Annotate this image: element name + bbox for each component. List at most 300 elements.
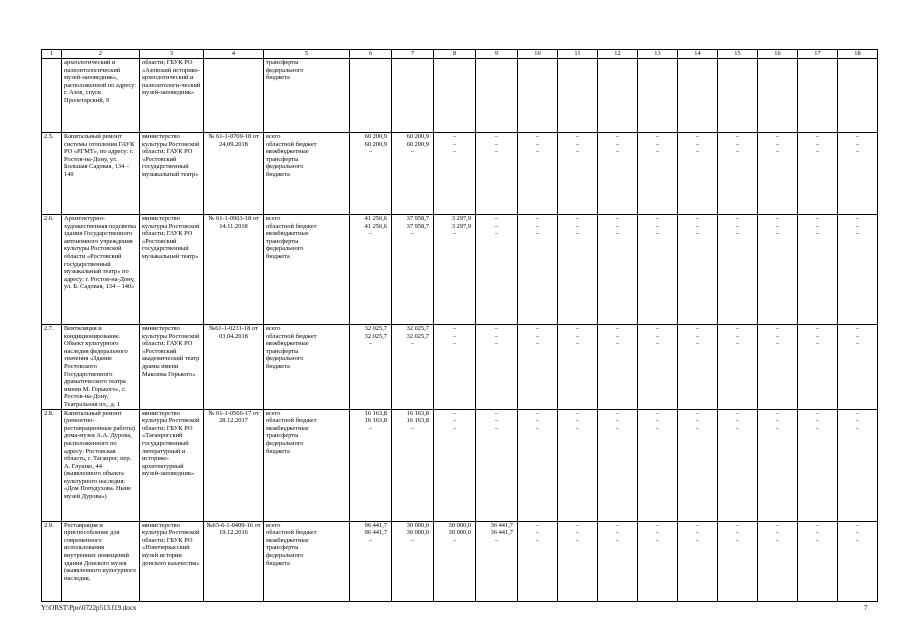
amount-value: 32 025,7 <box>364 332 387 340</box>
amount-value: – <box>615 521 620 529</box>
amount-cell <box>798 215 838 325</box>
amount-value: – <box>655 529 660 537</box>
funding-source-label: областной бюджет <box>266 417 317 425</box>
amount-value: – <box>615 340 620 348</box>
document-ref: № 61-1-0566-17 от 28.12.2017 <box>204 409 264 521</box>
amount-cell <box>598 325 638 410</box>
table-row <box>42 215 878 325</box>
amount-value: – <box>815 325 820 332</box>
amount-value: – <box>615 529 620 537</box>
amount-cell <box>558 409 598 521</box>
amount-value: – <box>695 133 700 140</box>
amount-value: – <box>775 424 780 432</box>
amount-value: – <box>695 332 700 340</box>
column-number: 7 <box>392 50 434 59</box>
amount-cell <box>638 325 678 410</box>
funding-source-label: федерального <box>266 163 304 171</box>
amount-cell <box>678 325 718 410</box>
amount-value: – <box>815 417 820 425</box>
amount-value: – <box>575 417 580 425</box>
column-number: 11 <box>558 50 598 59</box>
amount-value: – <box>615 230 620 238</box>
amount-value: – <box>535 340 540 348</box>
funding-source-label: межбюджетные <box>266 536 309 544</box>
amount-value: – <box>695 521 700 529</box>
amount-value: – <box>368 230 373 238</box>
amount-cell <box>476 325 518 410</box>
amount-value: – <box>855 340 860 348</box>
amount-value: – <box>695 325 700 332</box>
column-number: 4 <box>204 50 264 59</box>
amount-value: – <box>775 529 780 537</box>
column-number: 1 <box>42 50 62 59</box>
amount-cell <box>476 59 518 133</box>
column-number: 9 <box>476 50 518 59</box>
amount-value: – <box>735 424 740 432</box>
document-ref <box>204 59 264 133</box>
item-number: 2.5. <box>42 133 62 215</box>
amount-value: – <box>452 409 457 417</box>
amount-value: – <box>735 340 740 348</box>
document-ref: №63-6-1-0409-16 от 19.12.2016 <box>204 521 264 601</box>
amount-value: – <box>855 536 860 544</box>
amount-value: – <box>452 133 457 140</box>
amount-value: – <box>775 148 780 156</box>
amount-value: – <box>655 230 660 238</box>
amount-value: – <box>655 332 660 340</box>
column-number: 5 <box>264 50 350 59</box>
amount-cell <box>598 409 638 521</box>
object-name: Архитектурно-художественная подсветка здания Государственного автономного учреждения культуры Ростовской области «Ростовский государственный музыкальный театр» по адресу: г. Ростов-на-Дону, ул. Б. Садовая, 134 – 140» <box>62 215 140 325</box>
amount-cell <box>798 133 838 215</box>
amount-value: – <box>452 417 457 425</box>
amount-value: – <box>494 409 499 417</box>
amount-value: – <box>655 133 660 140</box>
amount-cell <box>838 59 878 133</box>
amount-value: – <box>735 222 740 230</box>
amount-value: – <box>655 521 660 529</box>
amount-value: – <box>452 140 457 148</box>
amount-value: 41 256,6 <box>364 215 387 222</box>
funding-source-label: областной бюджет <box>266 140 317 148</box>
amount-cell <box>798 409 838 521</box>
amount-value: – <box>775 230 780 238</box>
column-number: 16 <box>758 50 798 59</box>
funding-source-label: федерального <box>266 66 304 74</box>
amount-cell <box>518 325 558 410</box>
funding-source-label: федерального <box>266 551 304 559</box>
amount-value: – <box>655 409 660 417</box>
amount-cell <box>638 133 678 215</box>
amount-cell <box>798 325 838 410</box>
amount-value: 32 025,7 <box>364 325 387 332</box>
amount-value: 37 958,7 <box>406 222 429 230</box>
amount-value: – <box>735 417 740 425</box>
amount-value: – <box>655 140 660 148</box>
amount-value: – <box>535 332 540 340</box>
amount-value: – <box>575 325 580 332</box>
amount-value: 16 163,8 <box>406 409 429 417</box>
amount-value: – <box>815 148 820 156</box>
amount-value: – <box>615 215 620 222</box>
amount-value: – <box>452 148 457 156</box>
executor: министерство культуры Ростовской области; ГАУК РО «Ростовский академический театр драмы имени Максима Горького» <box>140 325 204 410</box>
amount-value: – <box>695 529 700 537</box>
amount-value: – <box>575 133 580 140</box>
funding-source-label: трансферты <box>266 155 299 163</box>
amount-cell <box>838 409 878 521</box>
amount-value: – <box>695 424 700 432</box>
funding-source-label: всего <box>266 521 281 529</box>
amount-value: – <box>815 215 820 222</box>
amount-value: – <box>368 424 373 432</box>
amount-cell <box>434 133 476 215</box>
table-row <box>42 521 878 601</box>
amount-value: – <box>775 133 780 140</box>
amount-value: – <box>535 133 540 140</box>
amount-value: – <box>575 230 580 238</box>
executor: министерство культуры Ростовской области; ГБУК РО «Таганрогский государственный литературный и историко-архитектурный музей-заповедник» <box>140 409 204 521</box>
amount-cell <box>434 521 476 601</box>
amount-value: – <box>535 409 540 417</box>
amount-cell <box>434 325 476 410</box>
amount-value: – <box>368 340 373 348</box>
amount-value: – <box>575 340 580 348</box>
table-row <box>42 59 878 133</box>
amount-value: – <box>775 325 780 332</box>
amount-cell <box>838 133 878 215</box>
amount-cell <box>392 325 434 410</box>
funding-sources <box>264 409 350 521</box>
amount-cell <box>838 325 878 410</box>
amount-value: – <box>615 222 620 230</box>
column-number: 2 <box>62 50 140 59</box>
funding-sources <box>264 325 350 410</box>
amount-cell <box>434 215 476 325</box>
amount-value: – <box>695 417 700 425</box>
column-number-row <box>42 50 878 59</box>
amount-cell <box>350 521 392 601</box>
amount-value: – <box>815 536 820 544</box>
amount-value: – <box>695 536 700 544</box>
amount-value: – <box>494 140 499 148</box>
amount-value: – <box>368 148 373 156</box>
amount-value: – <box>855 230 860 238</box>
amount-value: 60 200,9 <box>406 133 429 140</box>
object-name: Реставрация и приспособление для современного использования внутренних помещений здания Донского музея (выявленного культурного наследия, <box>62 521 140 601</box>
amount-cell <box>392 215 434 325</box>
amount-cell <box>758 133 798 215</box>
column-number: 8 <box>434 50 476 59</box>
amount-value: – <box>494 325 499 332</box>
column-number: 6 <box>350 50 392 59</box>
amount-value: – <box>855 529 860 537</box>
amount-value: – <box>775 536 780 544</box>
amount-cell <box>434 409 476 521</box>
amount-value: – <box>655 424 660 432</box>
amount-value: – <box>695 409 700 417</box>
amount-value: – <box>735 409 740 417</box>
amount-value: – <box>775 140 780 148</box>
amount-value: – <box>410 148 415 156</box>
amount-value: – <box>695 222 700 230</box>
document-ref: № 61-1-0963-18 от 14.11.2018 <box>204 215 264 325</box>
amount-value: – <box>695 140 700 148</box>
amount-value: – <box>494 424 499 432</box>
amount-value: – <box>452 230 457 238</box>
amount-cell <box>518 215 558 325</box>
amount-value: – <box>452 340 457 348</box>
amount-value: – <box>575 424 580 432</box>
amount-value: – <box>575 521 580 529</box>
amount-cell <box>638 409 678 521</box>
column-number: 12 <box>598 50 638 59</box>
amount-cell <box>638 521 678 601</box>
amount-value: – <box>655 536 660 544</box>
amount-value: – <box>695 148 700 156</box>
funding-source-label: трансферты <box>266 347 299 355</box>
amount-value: – <box>535 529 540 537</box>
amount-value: – <box>855 521 860 529</box>
amount-value: – <box>535 521 540 529</box>
funding-sources <box>264 59 350 133</box>
item-number: 2.6. <box>42 215 62 325</box>
funding-sources <box>264 215 350 325</box>
amount-value: – <box>855 332 860 340</box>
amount-cell <box>476 133 518 215</box>
amount-value: – <box>615 332 620 340</box>
amount-cell <box>758 409 798 521</box>
table-row <box>42 133 878 215</box>
amount-value: – <box>855 140 860 148</box>
amount-value: – <box>410 536 415 544</box>
amount-cell <box>392 409 434 521</box>
amount-cell <box>718 325 758 410</box>
amount-value: – <box>410 424 415 432</box>
funding-source-label: областной бюджет <box>266 529 317 537</box>
amount-value: – <box>575 332 580 340</box>
funding-source-label: бюджета <box>266 447 290 455</box>
funding-source-label: трансферты <box>266 432 299 440</box>
amount-value: – <box>855 325 860 332</box>
amount-value: – <box>535 215 540 222</box>
amount-cell <box>558 521 598 601</box>
amount-value: – <box>575 215 580 222</box>
object-name: Капитальный ремонт (ремонтно-реставрационные работы) дома-музея А.А. Дурова, расположенного по адресу: Ростовская область, г. Таганрог, пер. А. Глушко, 44 (выявленного объекта культурного наследия: «Дом Попудухова. Ныне музей Дурова») <box>62 409 140 521</box>
amount-value: – <box>655 417 660 425</box>
amount-value: – <box>494 148 499 156</box>
funding-source-label: бюджета <box>266 170 290 178</box>
amount-cell <box>798 59 838 133</box>
amount-cell <box>476 521 518 601</box>
table-row <box>42 409 878 521</box>
amount-value: 36 441,7 <box>490 521 513 529</box>
amount-value: – <box>452 424 457 432</box>
amount-cell <box>678 59 718 133</box>
object-name: Вентиляция и кондиционирование. Объект культурного наследия федерального значения «Здание Ростовского Государственного драматического театра имени М. Горького», г. Ростов-на-Дону, Театральная пл., д. 1 <box>62 325 140 410</box>
column-number: 14 <box>678 50 718 59</box>
page-number: 7 <box>864 604 868 612</box>
executor: министерство культуры Ростовской области; ГАУК РО «Ростовский государственный музыкальный театр» <box>140 215 204 325</box>
amount-value: 60 200,9 <box>364 133 387 140</box>
amount-value: – <box>575 140 580 148</box>
amount-cell <box>838 521 878 601</box>
amount-cell <box>476 409 518 521</box>
funding-source-label: всего <box>266 133 281 140</box>
amount-cell <box>558 215 598 325</box>
amount-value: – <box>615 140 620 148</box>
amount-cell <box>476 215 518 325</box>
amount-value: – <box>735 133 740 140</box>
column-number: 13 <box>638 50 678 59</box>
amount-value: 41 256,6 <box>364 222 387 230</box>
amount-cell <box>558 59 598 133</box>
amount-value: – <box>815 222 820 230</box>
amount-value: – <box>535 140 540 148</box>
funding-source-label: трансферты <box>266 237 299 245</box>
file-path: Y:\ORST\Ppo\0722p513.f19.docx <box>41 604 137 612</box>
funding-source-label: всего <box>266 325 281 332</box>
amount-value: – <box>655 148 660 156</box>
amount-cell <box>518 409 558 521</box>
amount-value: – <box>775 332 780 340</box>
funding-source-label: бюджета <box>266 74 290 82</box>
amount-value: 16 163,8 <box>364 409 387 417</box>
amount-value: – <box>615 536 620 544</box>
amount-value: 30 000,0 <box>448 521 471 529</box>
amount-value: 32 025,7 <box>406 325 429 332</box>
amount-value: – <box>815 409 820 417</box>
funding-source-label: федерального <box>266 439 304 447</box>
amount-value: 3 297,9 <box>451 215 471 222</box>
amount-value: 30 000,0 <box>448 529 471 537</box>
amount-cell <box>638 215 678 325</box>
program-table <box>41 49 878 602</box>
amount-cell <box>718 215 758 325</box>
amount-cell <box>350 59 392 133</box>
amount-value: – <box>494 417 499 425</box>
amount-value: – <box>735 148 740 156</box>
amount-value: 37 958,7 <box>406 215 429 222</box>
amount-cell <box>718 521 758 601</box>
amount-value: – <box>615 325 620 332</box>
amount-value: – <box>410 230 415 238</box>
amount-value: 60 200,9 <box>364 140 387 148</box>
item-number: 2.9. <box>42 521 62 601</box>
amount-cell <box>518 521 558 601</box>
amount-value: 30 000,0 <box>406 529 429 537</box>
funding-sources <box>264 133 350 215</box>
funding-source-label: межбюджетные <box>266 424 309 432</box>
amount-value: – <box>655 215 660 222</box>
amount-value: – <box>855 424 860 432</box>
funding-source-label: бюджета <box>266 559 290 567</box>
amount-value: – <box>735 529 740 537</box>
amount-value: – <box>615 424 620 432</box>
amount-value: – <box>735 230 740 238</box>
amount-value: 16 163,8 <box>364 417 387 425</box>
amount-cell <box>758 215 798 325</box>
amount-value: – <box>815 332 820 340</box>
document-ref: № 61-1-0769-18 от 24.09.2018 <box>204 133 264 215</box>
funding-source-label: межбюджетные <box>266 230 309 238</box>
amount-value: 36 441,7 <box>490 529 513 537</box>
amount-value: – <box>494 133 499 140</box>
funding-source-label: федерального <box>266 355 304 363</box>
amount-value: – <box>535 417 540 425</box>
amount-value: 16 163,8 <box>406 417 429 425</box>
amount-value: – <box>695 340 700 348</box>
executor: министерство культуры Ростовской области; ГБУК РО «Новочеркасский музей истории донского казачества» <box>140 521 204 601</box>
amount-cell <box>392 521 434 601</box>
amount-cell <box>434 59 476 133</box>
amount-cell <box>598 521 638 601</box>
amount-value: – <box>815 529 820 537</box>
amount-value: – <box>494 222 499 230</box>
amount-cell <box>718 133 758 215</box>
amount-value: – <box>775 417 780 425</box>
object-name: Капитальный ремонт системы отопления ГАУК РО «РГМТ», по адресу: г. Ростов-на-Дону, ул. Большая Садовая, 134 – 140 <box>62 133 140 215</box>
amount-value: 96 441,7 <box>364 521 387 529</box>
amount-value: – <box>855 417 860 425</box>
amount-cell <box>678 521 718 601</box>
amount-value: – <box>695 230 700 238</box>
amount-cell <box>598 133 638 215</box>
amount-cell <box>350 325 392 410</box>
funding-source-label: трансферты <box>266 544 299 552</box>
amount-cell <box>518 59 558 133</box>
funding-source-label: межбюджетные <box>266 148 309 156</box>
amount-value: – <box>615 417 620 425</box>
amount-value: – <box>695 215 700 222</box>
column-number: 15 <box>718 50 758 59</box>
amount-value: – <box>855 133 860 140</box>
executor: области; ГБУК РО «Азовский историко-археологический и палеонтологи-ческий музей-заповедник» <box>140 59 204 133</box>
amount-cell <box>350 215 392 325</box>
amount-cell <box>798 521 838 601</box>
amount-value: – <box>535 230 540 238</box>
funding-source-label: бюджета <box>266 252 290 260</box>
funding-source-label: межбюджетные <box>266 340 309 348</box>
document-ref: №61-1-0231-18 от 03.04.2018 <box>204 325 264 410</box>
amount-value: – <box>410 340 415 348</box>
amount-cell <box>718 59 758 133</box>
funding-source-label: федерального <box>266 245 304 253</box>
funding-source-label: областной бюджет <box>266 222 317 230</box>
document-sheet <box>41 49 877 602</box>
funding-source-label: всего <box>266 215 281 222</box>
amount-value: – <box>855 215 860 222</box>
amount-cell <box>518 133 558 215</box>
amount-value: – <box>575 148 580 156</box>
item-number <box>42 59 62 133</box>
amount-value: 60 200,9 <box>406 140 429 148</box>
amount-cell <box>718 409 758 521</box>
amount-cell <box>350 409 392 521</box>
amount-value: – <box>452 536 457 544</box>
amount-value: – <box>815 140 820 148</box>
amount-value: – <box>494 332 499 340</box>
amount-cell <box>558 325 598 410</box>
funding-source-label: областной бюджет <box>266 332 317 340</box>
amount-cell <box>392 59 434 133</box>
amount-value: – <box>735 521 740 529</box>
column-number: 17 <box>798 50 838 59</box>
table-row <box>42 325 878 410</box>
amount-value: – <box>855 409 860 417</box>
amount-value: 32 025,7 <box>406 332 429 340</box>
amount-value: 30 000,0 <box>406 521 429 529</box>
